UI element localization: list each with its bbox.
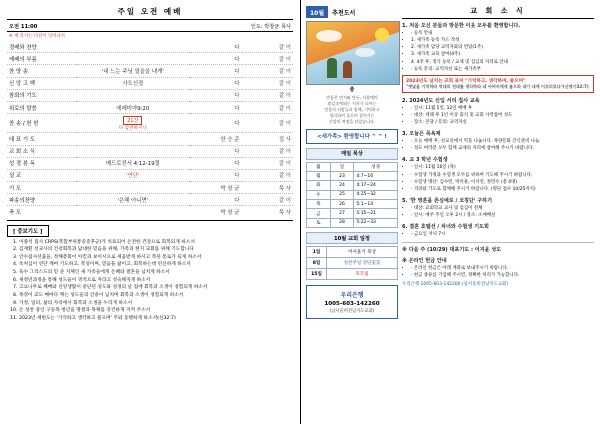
order-item: 기 도 (7, 182, 76, 194)
news-item (402, 223, 594, 238)
news-lines (402, 138, 594, 152)
news-item (402, 22, 594, 93)
cell-day: 금 (307, 209, 331, 218)
news-heading: 6. 결혼 호텔선 / 차녀와 수험생 기도회 (402, 224, 489, 231)
order-who: 다 (190, 65, 241, 77)
list-item: • · 격려와 기도로 함께해 주시기 바랍니다. (명단 접수 10/25까지) (411, 186, 594, 193)
year-theme-verse: "옛날을 기억하라 역대의 연대를 생각하라 네 아버지에게 물으라 네가 네게 이르리로다"(신명기32:7) (406, 83, 589, 89)
order-who: 다 (190, 114, 241, 133)
table-row (307, 190, 398, 199)
order-who2: 같 이 (242, 41, 294, 53)
book-cover-image (306, 21, 400, 85)
order-content: 에레미야9:20 (76, 101, 190, 113)
order-who: 다 (190, 145, 241, 157)
order-who2: 같 이 (242, 53, 294, 65)
order-content: '은혜 아니면' (76, 194, 190, 206)
order-who2: 같 이 (242, 101, 294, 113)
order-content (76, 114, 190, 133)
order-item: 예배의 부름 (7, 53, 76, 65)
list-item: • · 수험생 가정과 수험생 모두를 위하여 기도해 주시기 바랍니다. (411, 172, 594, 179)
order-content: '내 느는 주님 얼을을 내게' (76, 65, 190, 77)
order-who2: 같 이 (242, 114, 294, 133)
order-item: 신 앙 고 백 (7, 77, 76, 89)
cell-date: 28 (330, 218, 354, 227)
cell-ref: 4:25~32 (354, 190, 398, 199)
table-row (307, 181, 398, 190)
cell-date: 25 (330, 190, 354, 199)
cell-day: 수 (307, 190, 331, 199)
list-item: • · 일시: 매주 주일 오후 2시 / 장소: 소예배실 (411, 212, 594, 219)
cloud-icon (355, 48, 375, 57)
list-item: • 4. 4주 후, 정식 등록 / 교제 및 섬김의 자리로 안내 (411, 59, 594, 66)
list-item: 3. 안수집사선출을, 정해총회이 아킨과 보이시으로 세움받게 하시고 복된 통로가 되게 하소서 (19, 254, 293, 262)
service-time: 오전 11:00 (9, 24, 38, 30)
order-item: 성 경 봉 독 (7, 157, 76, 169)
order-who: 다 (190, 53, 241, 65)
news-lines (402, 164, 594, 193)
service-leader (251, 23, 291, 30)
news-lines (402, 105, 594, 126)
cell-ref: 4:17~24 (354, 181, 398, 190)
news-lines (402, 205, 594, 219)
service-header (7, 22, 293, 32)
year-theme-box (402, 75, 594, 93)
cell-ref: 4:7~16 (354, 171, 398, 180)
list-item: • · 온라인 헌금은 아래 계좌로 보내주시기 바랍니다. (411, 265, 594, 272)
table-row (7, 41, 293, 53)
book-line: 믿음은 먼저와 만든, 사랑에의 (326, 94, 378, 100)
table-row (7, 114, 293, 133)
book-caption (306, 87, 398, 125)
cell-ref: 5:1~14 (354, 200, 398, 209)
news-item (402, 130, 594, 152)
leader-name: 박창균 목사 (264, 24, 291, 30)
book-line: 믿음의 사람들과 함께, 기억하고 (324, 106, 380, 112)
divider (402, 242, 594, 243)
col-header-day: 월 (307, 162, 331, 171)
order-who: 박 창 균 (190, 182, 241, 194)
order-content (76, 53, 190, 65)
figure-shape (343, 61, 352, 78)
cell-ref: 5:15~21 (354, 209, 398, 218)
list-item: 5. 육수 그리스도의 믿 준 지체인 새 가족들에게 온혜와 결혼을 넘치게 하소서 (19, 269, 293, 277)
order-who2: 같 이 (242, 77, 294, 89)
list-item: • · 장소: 본당 / 문의: 교역자실 (411, 119, 594, 126)
order-who2: 같 이 (242, 194, 294, 206)
cell-day: 토 (307, 218, 331, 227)
order-item: 위로의 말씀 (7, 101, 76, 113)
order-item: 축 도 (9, 210, 22, 217)
news-column (402, 6, 594, 420)
prayer-section (7, 220, 293, 323)
right-column (300, 0, 600, 424)
list-item: • · 일시: 11월 5일, 12일 예배 후 (411, 105, 594, 112)
list-item: • · 수험생 명단: 김수민, 박지훈, 이서연, 정민수 (총 4명) (411, 179, 594, 186)
bank-account: 1005-603-142260 (324, 301, 380, 308)
order-who2: 같 이 (242, 65, 294, 77)
table-row (7, 89, 293, 101)
cell-event: 성찬주일 강단꽃꽂 (327, 258, 398, 269)
next-week-prayer: ※ 다음 주 (10/29) 대표기도 : 이지윤 성도 (402, 247, 502, 254)
news-item (402, 97, 594, 126)
leader-label: 인도: (250, 24, 263, 30)
order-item: 찬 양 송 (7, 65, 76, 77)
order-item: 교 회 소 식 (7, 145, 76, 157)
table-row (307, 209, 398, 218)
hymn-subtitle: 다 감찬하시니 (118, 125, 147, 131)
table-header-row (307, 162, 398, 171)
book-title: 충 (349, 87, 355, 93)
table-row (307, 218, 398, 227)
sermon-title: '연단' (76, 169, 190, 181)
col-header-ref: 성경 (354, 162, 398, 171)
month-badge: 10월 (306, 6, 328, 18)
table-row (7, 182, 293, 194)
news-heading: 2. 2024년도 신입 서리 집사 교육 (402, 97, 480, 104)
order-content (76, 89, 190, 101)
news-item (402, 156, 594, 193)
news-item (402, 246, 594, 253)
table-row (7, 101, 293, 113)
list-item: • - 금요일 저녁 7시 (411, 231, 594, 238)
page-title: 주일 오전 예배 (7, 6, 293, 20)
order-who: 한 승 준 (190, 133, 241, 145)
news-heading: 5. '한 영혼을 존심예로 / 코칭단' 구하기 (402, 197, 492, 204)
order-who: 다 (190, 101, 241, 113)
order-who: 다 (190, 41, 241, 53)
list-item: 9. 가정, 일터, 삶의 자리에서 회복과 소생을 누리게 하소서 (19, 300, 293, 308)
bank-name: 우리은행 (340, 292, 364, 300)
order-who2: 목 사 (242, 182, 294, 194)
cell-event: 어서울기 묵상 (327, 247, 398, 258)
list-item: • 3. 새가족 교육 참여(4주) (411, 51, 594, 58)
table-row (7, 133, 293, 145)
service-note: ※ 예 복사는 다같이 일어나서 (9, 34, 65, 39)
recommend-header (306, 6, 398, 18)
table-row (7, 65, 293, 77)
year-theme: 2023년도 넘치는 교회 표어 "기억하고, 생각하며, 물으며" (406, 78, 526, 84)
news-heading: ※ 온라인 헌금 안내 (402, 258, 447, 265)
order-content: 메드로전서 4:12-19절 (76, 157, 190, 169)
list-item: • 1. 새가족 등록 카드 작성 (411, 37, 594, 44)
list-item: 10. 온 성찬 중인 구동목 청년을 명결과 목체를 강건하게 지켜 주소서 (19, 307, 293, 315)
list-item: 8. 목정이 교도 메마다 깨는 성도들의 간중이 넘치며 회복과 소생이 경험되게 하소서 (19, 292, 293, 300)
order-who2: 같 이 (242, 157, 294, 169)
list-item: • · 오늘 예배 후, 친교실에서 떡을 나눕니다. 목양문화 간식준비 나눔 (411, 138, 594, 145)
cell-day: 월 (307, 171, 331, 180)
list-item: 11. 2023년 세변도는 '기억하고 생각하고 물으며' 주와 동행하게 하소서(신32:7) (19, 315, 293, 323)
list-item: 7. 고요나무로 째배와 신앙생활이 중단된 성도와 성경의 날 집에 회복과 소생이 경험되게 하소서 (19, 284, 293, 292)
order-item: 설 교 (7, 169, 76, 181)
list-item: • · 등록 안내 (411, 30, 594, 37)
order-who2: 집 사 (242, 133, 294, 145)
table-row (307, 200, 398, 209)
recommend-title: 추천도서 (332, 9, 356, 17)
news-heading: 3. 오늘은 목욕제 (402, 131, 441, 138)
table-row (7, 169, 293, 181)
order-who: 다 (190, 157, 241, 169)
news-heading: 4. 교 3 학년 수험생 (402, 157, 448, 164)
list-item: • · 일시: 11월 16일 (목) (411, 164, 594, 171)
news-heading: 1. 처음 오신 분들과 방문한 이웃 모두를 환영합니다. (402, 23, 521, 29)
order-who2: 같 이 (242, 89, 294, 101)
news-item (402, 257, 594, 287)
list-item: • · 등록 문의: 교역자실 또는 새가족부 (411, 66, 594, 73)
table-row (7, 206, 293, 218)
news-lines (402, 30, 594, 73)
list-item: • 2. 새가족 담당 교역자와의 면담(1주) (411, 44, 594, 51)
cell-date: 24 (330, 181, 354, 190)
table-row (307, 258, 398, 269)
news-lines (402, 265, 594, 279)
cloud-icon (316, 30, 342, 42)
order-who: 다 (190, 169, 241, 181)
order-item: 참회의 기도 (7, 89, 76, 101)
order-who: 다 (190, 77, 241, 89)
bank-holder: (남서울비전남지도교회) (329, 309, 375, 315)
prayer-title: [ 중보기도 ] (7, 225, 49, 237)
table-row (307, 171, 398, 180)
table-row (7, 157, 293, 169)
list-item: 4. 옥처심이 연단 깨여 기도하고, 복성이며, 믿음을 삶이고, 회복하는데 민신하게 하소서 (19, 261, 293, 269)
cell-date: 26 (330, 200, 354, 209)
table-row (307, 247, 398, 258)
order-who2: 목 사 (278, 210, 291, 217)
cell-ref: 5:22~33 (354, 218, 398, 227)
table-row (7, 145, 293, 157)
list-item: 1. 이종석 집사 CRPS(복합부위통증증후군)가 치료되어 온전한 건강으로 회복되게 하소서 (19, 239, 293, 247)
cell-day: 1일 (307, 247, 327, 258)
list-item: 6. 새정년과정을 통해 성도들이 영적으로 자라고 성숙해지게 하소서 (19, 277, 293, 285)
cell-event: 회복월 (327, 269, 398, 280)
recommend-column (306, 6, 398, 420)
order-who2: 같 이 (242, 169, 294, 181)
list-item: 2. 김재환 선교사의 건강회복과 담대한 믿음을 위해, 가족과 현지 교회를 위해 기도합니다 (19, 246, 293, 254)
order-content (76, 133, 190, 145)
cell-date: 23 (330, 171, 354, 180)
order-content (76, 206, 190, 218)
cell-day: 8일 (307, 258, 327, 269)
table-row (7, 194, 293, 206)
list-item: • · 대상: 세례 후 1년 이상 출석 및 교회 사역참여 성도 (411, 112, 594, 119)
online-offering-account: 우리은행 1005-603-142260 (남서울비전남지도교회) (402, 281, 509, 287)
order-of-worship-table (7, 41, 293, 218)
prayer-list (7, 239, 293, 323)
news-lines (402, 231, 594, 238)
book-line: 생각하며 물으며 결어가는 (329, 112, 375, 118)
daily-devotion-title: 매일 묵상 (306, 148, 398, 160)
new-family-welcome: <새가족> 환영합니다 ^ ^ ! (306, 129, 398, 144)
cell-day: 화 (307, 181, 331, 190)
order-who: 박 창 균 (220, 210, 240, 217)
order-who2: 같 이 (242, 145, 294, 157)
table-row (7, 53, 293, 65)
figure-shape (327, 58, 337, 78)
schedule-table (306, 246, 398, 280)
col-header-date: 일 (330, 162, 354, 171)
order-content (76, 182, 190, 194)
order-content (76, 145, 190, 157)
cell-day: 15일 (307, 269, 327, 280)
list-item: • · 성도 여러분 모두 함께 교제의 자리에 참여해 주시기 바랍니다. (411, 145, 594, 152)
book-line: 신앙의 여정을 담았습니다. (328, 118, 376, 124)
order-item: 경배와 찬양 (7, 41, 76, 53)
news-item (402, 197, 594, 219)
hymn-number: 21장 (123, 116, 142, 125)
order-item: 파송의찬양 (7, 194, 76, 206)
daily-devotion-table (306, 162, 398, 229)
news-title: 교 회 소 식 (402, 6, 594, 19)
list-item: • · 헌금 종류를 기입해 주시면, 정확한 처리가 가능합니다. (411, 272, 594, 279)
list-item: • · 대상: 교회학교 교사 및 섬김이 전체 (411, 205, 594, 212)
order-item: 찬 송 / 헌 헌 (7, 114, 76, 133)
order-content (76, 41, 190, 53)
cell-date: 27 (330, 209, 354, 218)
order-who: 다 (190, 89, 241, 101)
order-content: 사도신경 (76, 77, 190, 89)
sun-icon (375, 28, 389, 42)
table-row (7, 77, 293, 89)
schedule-title: 10월 교회 일정 (306, 232, 398, 244)
table-row (307, 269, 398, 280)
book-line: 외김속예외는 저자가 되어는 (327, 100, 377, 106)
order-who: 다 (190, 194, 241, 206)
order-item: 대 표 기 도 (7, 133, 76, 145)
offering-bank-box (306, 285, 398, 319)
cell-day: 목 (307, 200, 331, 209)
